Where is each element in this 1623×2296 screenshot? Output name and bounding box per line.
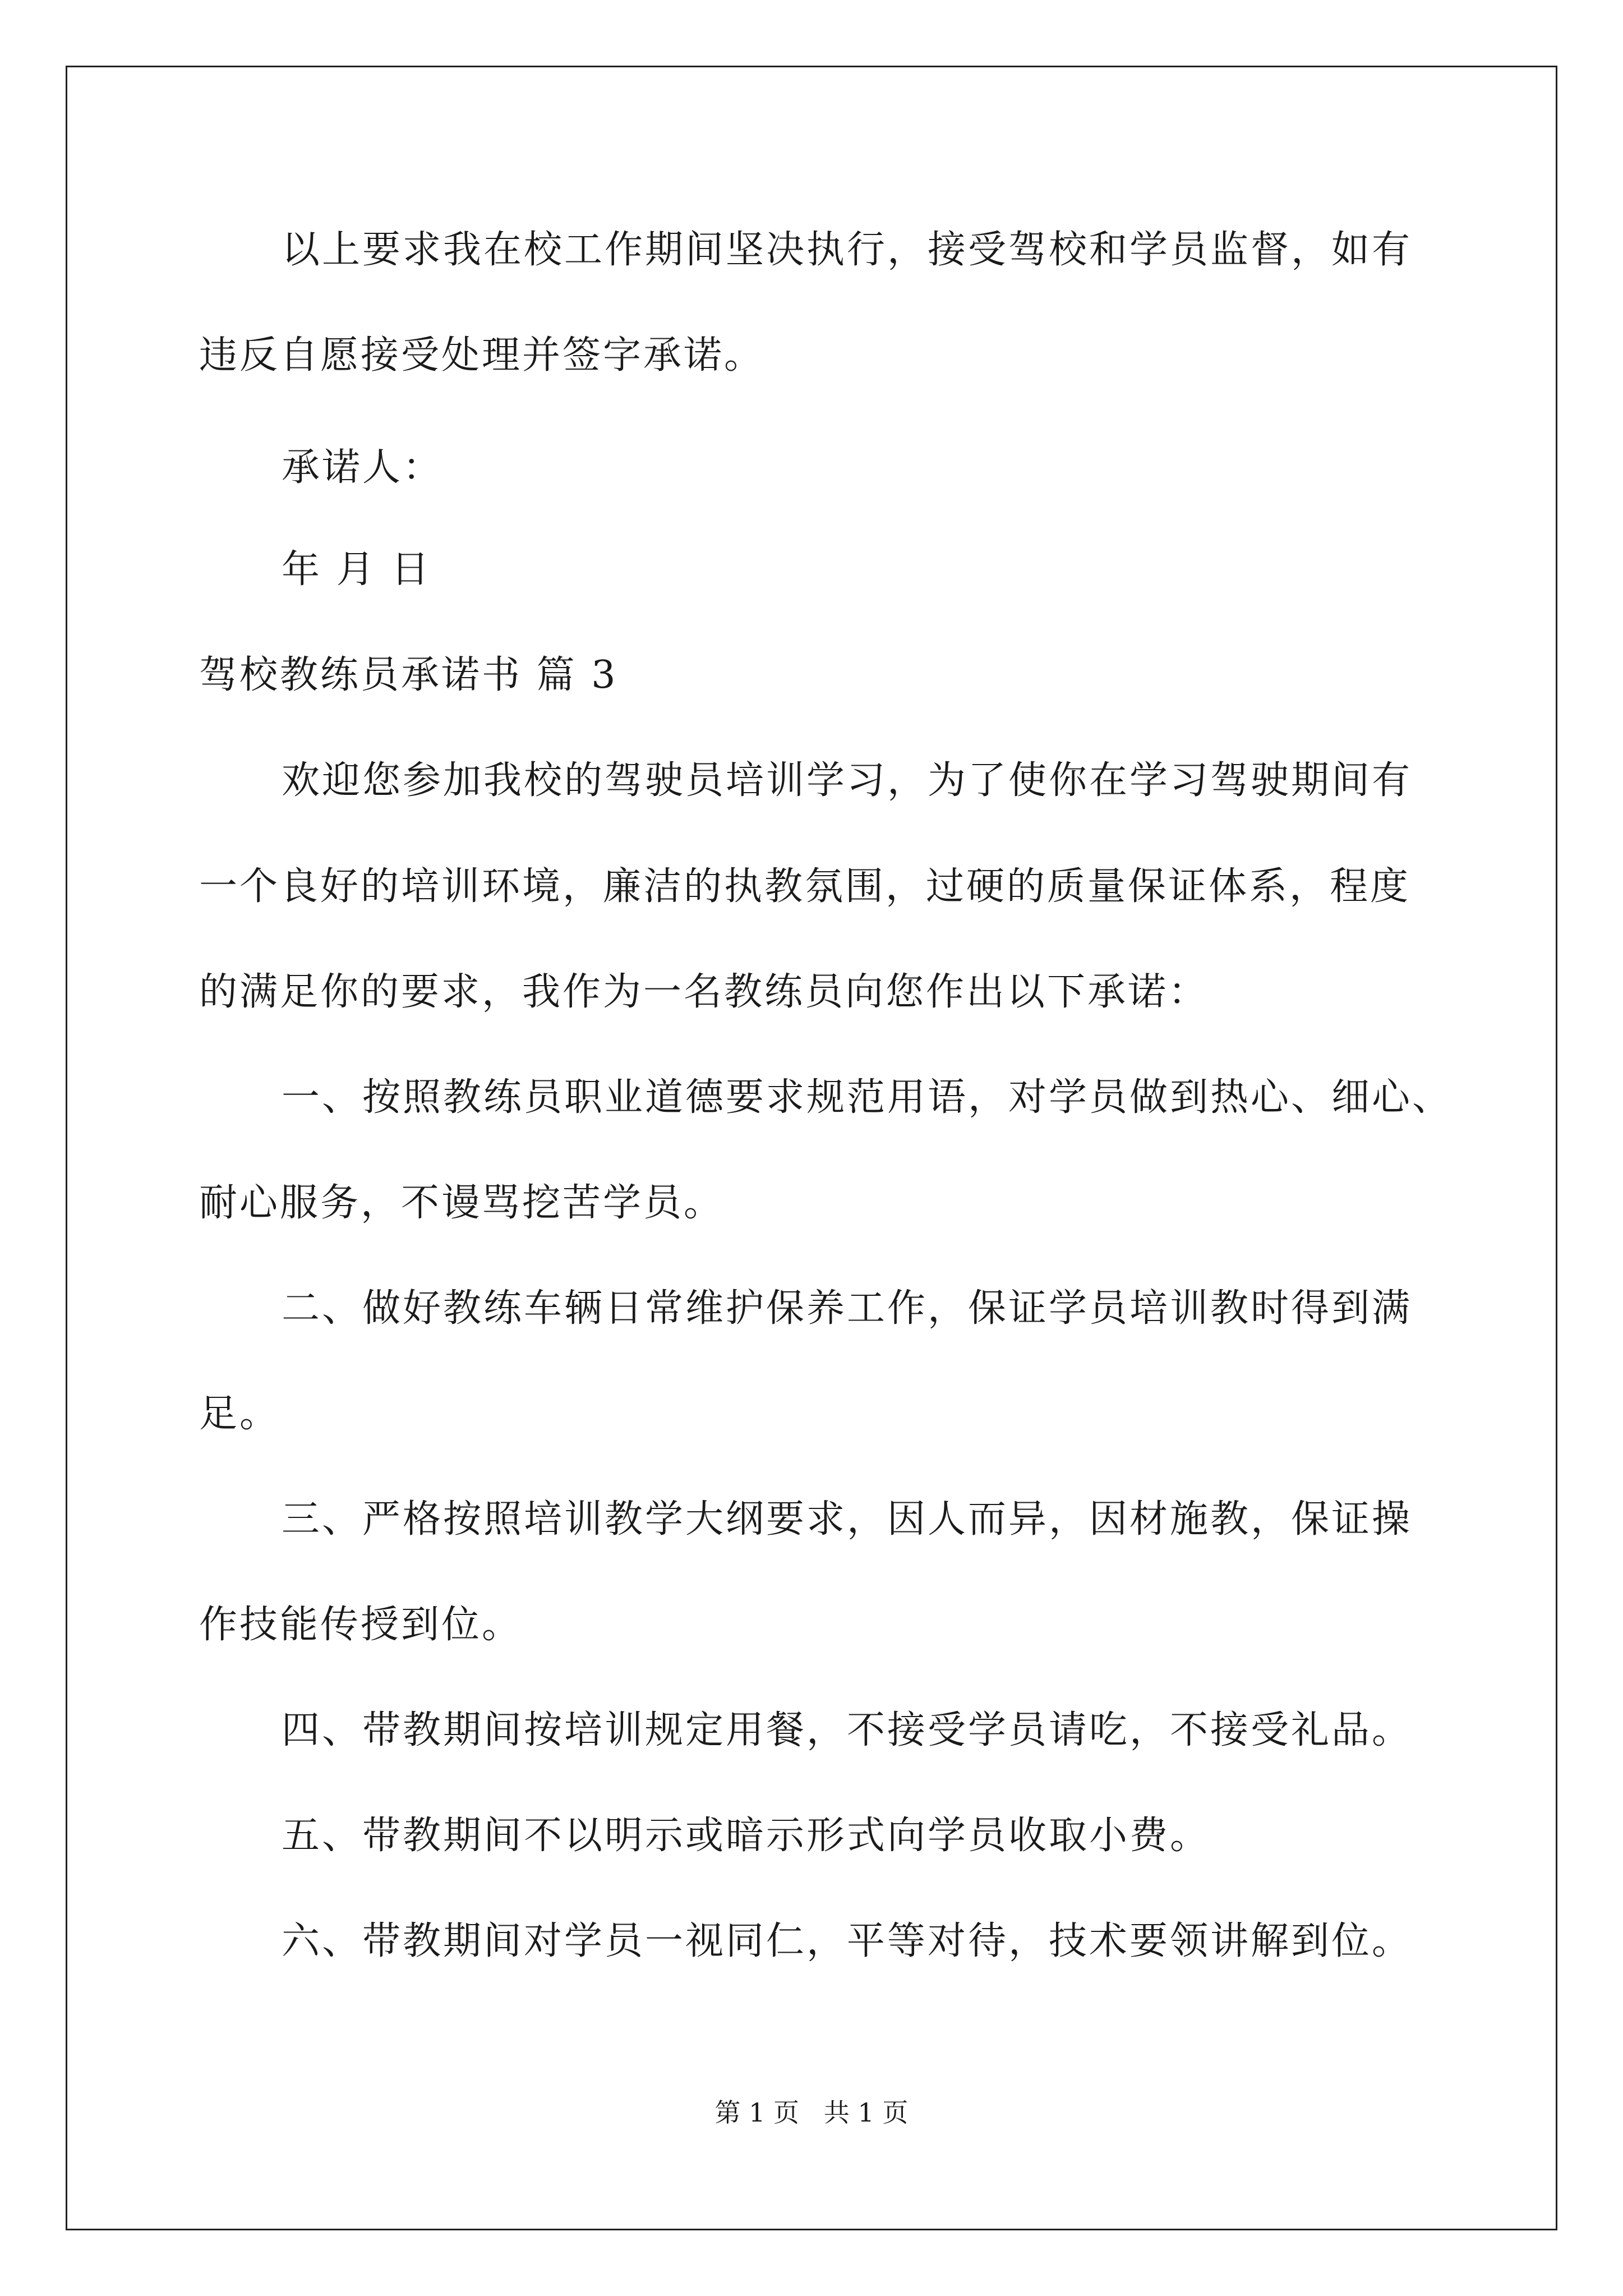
- page-border: [66, 66, 1557, 2230]
- body-line: 违反自愿接受处理并签字承诺。: [199, 333, 765, 378]
- body-line: 以上要求我在校工作期间坚决执行，接受驾校和学员监督，如有: [282, 228, 1413, 272]
- body-line: 六、带教期间对学员一视同仁，平等对待，技术要领讲解到位。: [282, 1919, 1413, 1963]
- page-number: 第 1 页 共 1 页: [714, 2097, 909, 2128]
- body-line: 四、带教期间按培训规定用餐，不接受学员请吃，不接受礼品。: [282, 1708, 1413, 1752]
- body-line: 作技能传授到位。: [199, 1603, 523, 1647]
- body-line: 的满足你的要求，我作为一名教练员向您作出以下承诺：: [199, 970, 1209, 1014]
- body-line: 足。: [199, 1392, 280, 1436]
- body-line: 一、按照教练员职业道德要求规范用语，对学员做到热心、细心、: [282, 1075, 1453, 1120]
- body-line: 三、严格按照培训教学大纲要求，因人而异，因材施教，保证操: [282, 1497, 1413, 1542]
- body-line: 二、做好教练车辆日常维护保养工作，保证学员培训教时得到满: [282, 1286, 1413, 1331]
- body-line: 五、带教期间不以明示或暗示形式向学员收取小费。: [282, 1814, 1211, 1858]
- date-line: 年 月 日: [282, 547, 432, 592]
- body-line: 一个良好的培训环境，廉洁的执教氛围，过硬的质量保证体系，程度: [199, 864, 1411, 909]
- section-heading: 驾校教练员承诺书 篇 3: [199, 653, 618, 697]
- signatory-label: 承诺人：: [282, 445, 444, 490]
- body-line: 欢迎您参加我校的驾驶员培训学习，为了使你在学习驾驶期间有: [282, 758, 1413, 803]
- body-line: 耐心服务，不谩骂挖苦学员。: [199, 1181, 725, 1225]
